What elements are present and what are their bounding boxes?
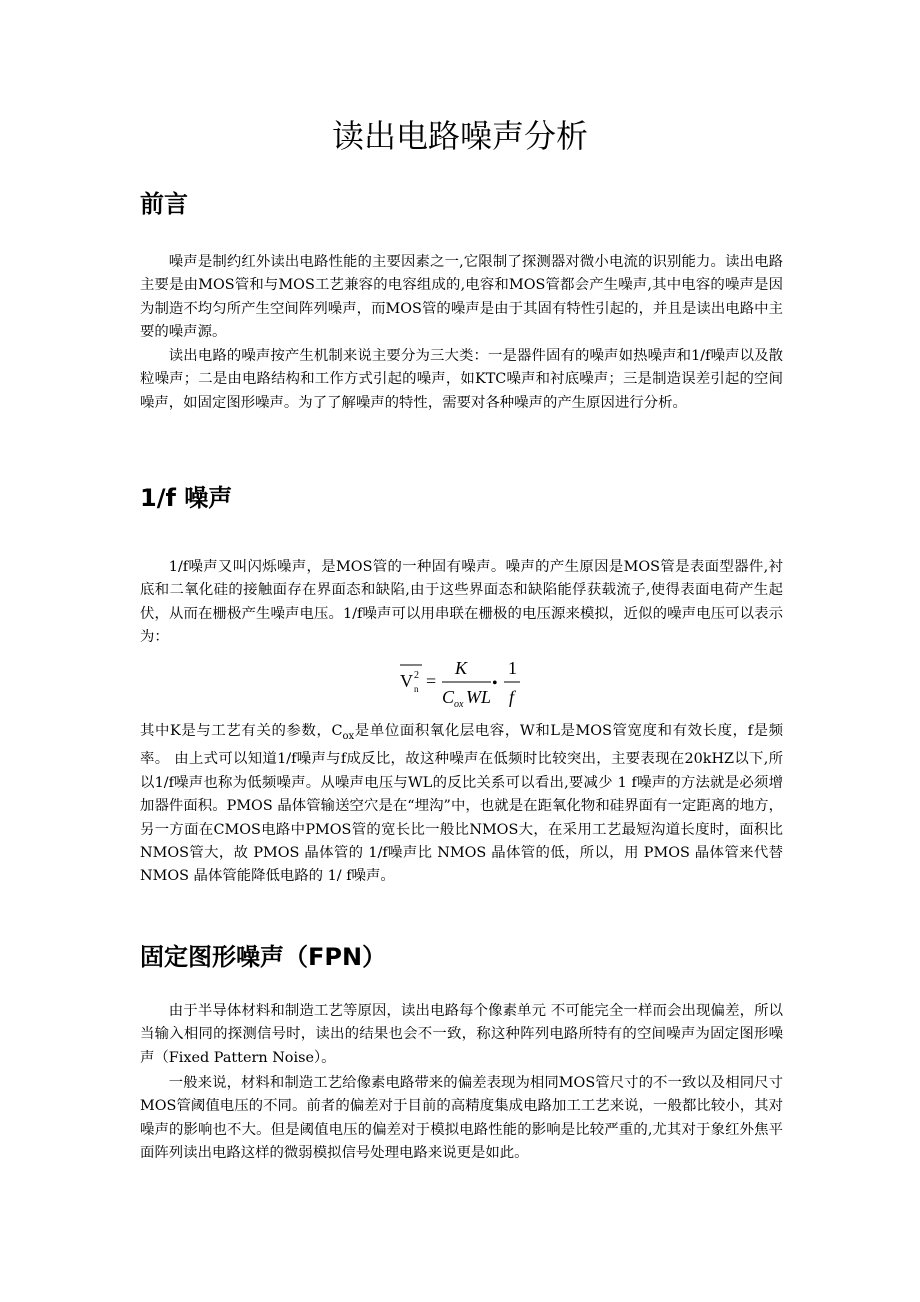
formula-dot: • — [492, 675, 498, 692]
paragraph-text: 是单位面积氧化层电容，W和L是MOS管宽度和有效长度，f是频率。 由上式可以知道1/f噪声与f成反比，故这种噪声在低频时比较突出，主要表现在20kHZ以下,所以1/f噪声也称为低频噪声。从噪声电压与WL的反比关系可以看出,要减少 1 f噪声的方法就是必须增加器件面积。PMOS 晶体管输送空穴是在“埋沟”中，也就是在距氧化物和硅界面有一定距离的地方，另一方面在CMOS电路中PMOS管的宽长比一般比NMOS大，在采用工艺最短沟道长度时，面积比NMOS管大，故 PMOS 晶体管的 1/f噪声比 NMOS 晶体管的低，所以，用 PMOS 晶体管来代替 NMOS 晶体管能降低电路的 1/ f噪声。 — [140, 723, 783, 885]
paragraph-text: 其中K是与工艺有关的参数，C — [140, 723, 343, 739]
paragraph: 由于半导体材料和制造工艺等原因，读出电路每个像素单元 不可能完全一样而会出现偏差，所以当输入相同的探测信号时，读出的结果也会不一致，称这种阵列电路所特有的空间噪声为固定图形噪声（Fixed Pattern Noise）。 — [140, 1003, 783, 1066]
paragraph — [140, 720, 783, 889]
formula-svg — [398, 654, 538, 710]
formula-lhs: V — [400, 671, 413, 691]
formula-numerator-2: 1 — [508, 658, 517, 678]
paragraph: 噪声是制约红外读出电路性能的主要因素之一,它限制了探测器对微小电流的识别能力。读出电路主要是由MOS管和与MOS工艺兼容的电容组成的,电容和MOS管都会产生噪声,其中电容的噪声是因为制造不均匀所产生空间阵列噪声，而MOS管的噪声是由于其固有特性引起的，并且是读出电路中主要的噪声源。 — [140, 254, 783, 341]
paragraph: 一般来说，材料和制造工艺给像素电路带来的偏差表现为相同MOS管尺寸的不一致以及相同尺寸MOS管阈值电压的不同。前者的偏差对于目前的高精度集成电路加工工艺来说，一般都比较小，其对噪声的影响也不大。但是阈值电压的偏差对于模拟电路性能的影响是比较严重的,尤其对于象红外焦平面阵列读出电路这样的微弱模拟信号处理电路来说更是如此。 — [140, 1075, 783, 1162]
paragraph: 1/f噪声又叫闪烁噪声，是MOS管的一种固有噪声。噪声的产生原因是MOS管是表面型器件,衬底和二氧化硅的接触面存在界面态和缺陷,由于这些界面态和缺陷能俘获载流子,使得表面电荷产生起伏，从而在栅极产生噪声电压。1/f噪声可以用串联在栅极的电压源来模拟，近似的噪声电压可以表示为： — [140, 559, 783, 646]
paragraph: 读出电路的噪声按产生机制来说主要分为三大类：一是器件固有的噪声如热噪声和1/f噪声以及散粒噪声；二是由电路结构和工作方式引起的噪声，如KTC噪声和衬底噪声；三是制造误差引起的空间噪声，如固定图形噪声。为了了解噪声的特性，需要对各种噪声的产生原因进行分析。 — [140, 348, 783, 411]
noise-voltage-formula — [398, 654, 538, 710]
formula-numerator: K — [455, 658, 468, 678]
document-title: 读出电路噪声分析 — [331, 117, 588, 155]
formula-denominator-sub: ox — [454, 699, 464, 710]
formula-lhs-sub: n — [414, 684, 419, 694]
section-heading-preface: 前言 — [140, 190, 188, 218]
subscript: ox — [342, 730, 355, 742]
formula-denominator-rest: WL — [466, 687, 492, 707]
formula-equals: = — [426, 671, 437, 691]
section-heading-flicker-noise: 1/f 噪声 — [140, 484, 233, 512]
formula-lhs-sup: 2 — [414, 670, 419, 681]
formula-denominator-c: C — [442, 687, 455, 707]
section-heading-fpn: 固定图形噪声（FPN） — [140, 943, 387, 971]
formula-denominator-2: f — [509, 687, 515, 707]
